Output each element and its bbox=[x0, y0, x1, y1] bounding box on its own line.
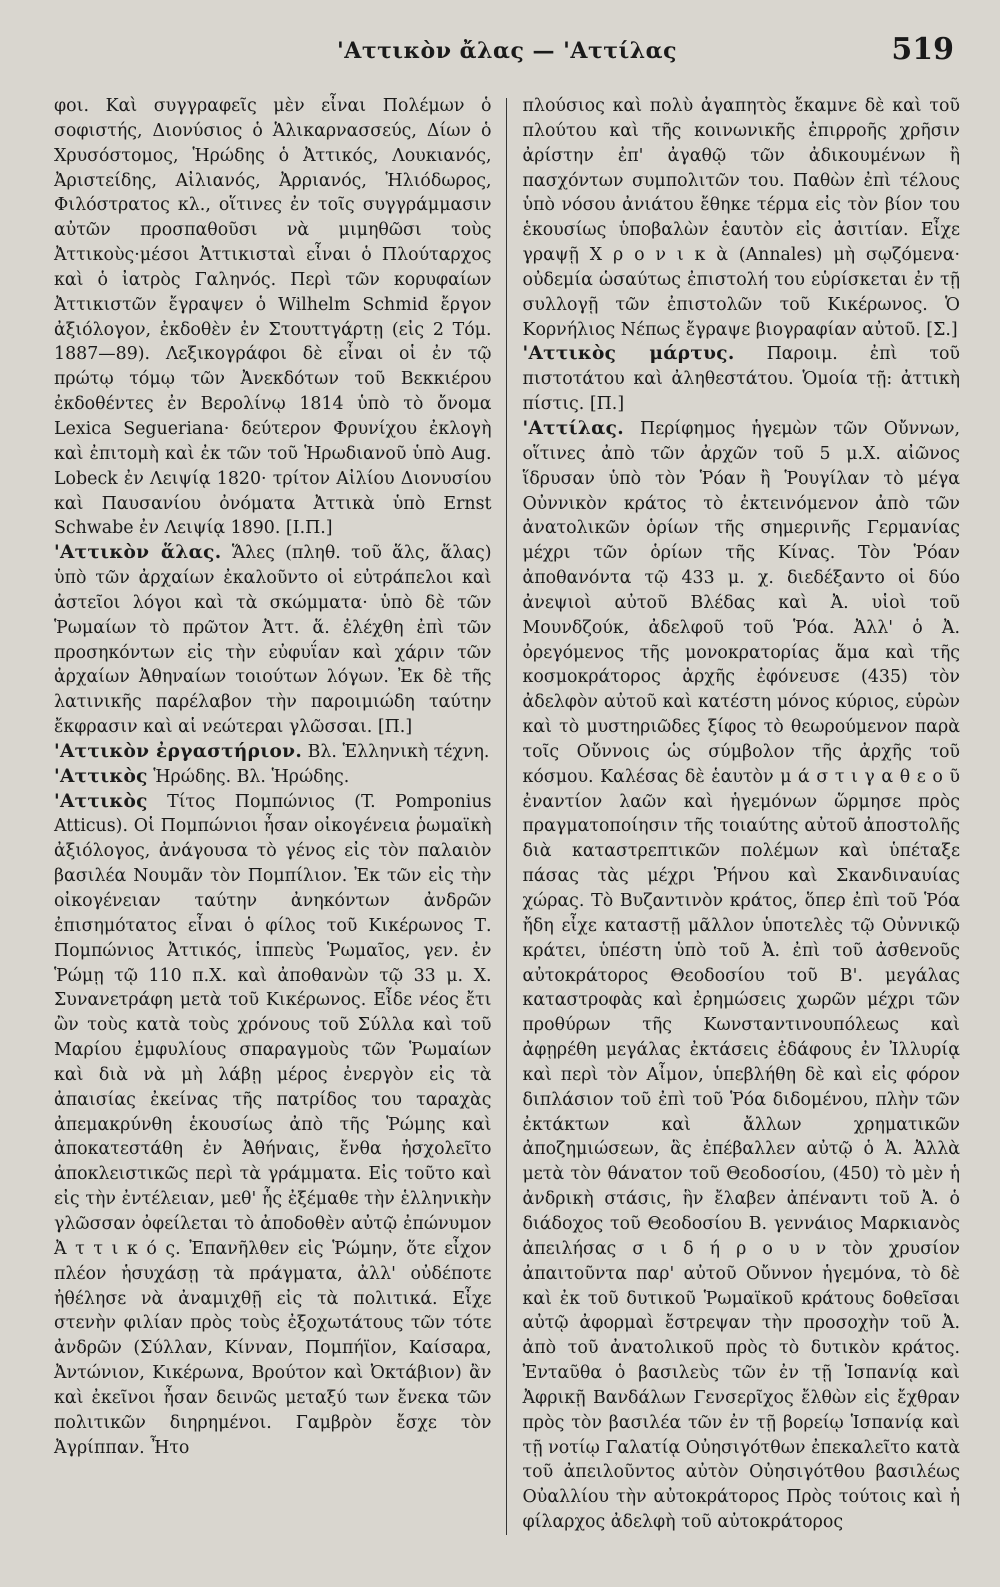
entry bbox=[54, 94, 492, 541]
text-columns bbox=[54, 94, 960, 1535]
entry-lemma: 'Αττικὸς bbox=[54, 790, 148, 812]
entry-lemma: 'Αττικὸν ἅλας. bbox=[54, 542, 222, 564]
entry bbox=[523, 94, 961, 342]
entry-lemma: 'Αττίλας. bbox=[522, 417, 624, 439]
entry-text: Παροιμ. ἐπὶ τοῦ πιστοτάτου καὶ ἀληθεστάτου. Ὁμοία τῇ: ἀττικὴ πίστις. [Π.] bbox=[522, 344, 960, 415]
entry-text: Ἡρώδης. Βλ. Ἡρώδης. bbox=[153, 766, 350, 787]
entry bbox=[54, 765, 492, 790]
entry-lemma: 'Αττικὸν ἐργαστήριον. bbox=[54, 740, 303, 762]
entry bbox=[523, 417, 961, 1535]
entry-text: Τίτος Πομπώνιος (T. Pomponius Atticus). Οἱ Πομπώνιοι ἦσαν οἰκογένεια ῥωμαϊκὴ ἀξιόλογος, ἀνάγουσα τὸ γένος εἰς τὸν παλαιὸν βασιλέα Νουμᾶν τὸν Πομπίλιον. Ἐκ τῶν εἰς τὴν οἰκογένειαν ταύτην ἀνηκόντων ἀνδρῶν ἐπισημότατος εἶναι ὁ φίλος τοῦ Κικέρωνος Τ. Πομπώνιος Ἀττικός, ἱππεὺς Ῥωμαῖος, γεν. ἐν Ῥώμῃ τῷ 110 π.Χ. καὶ ἀποθανὼν τῷ 33 μ. Χ. Συνανετράφη μετὰ τοῦ Κικέρωνος. Εἶδε νέος ἔτι ὢν τοὺς κατὰ τοὺς χρόνους τοῦ Σύλλα καὶ τοῦ Μαρίου ἐμφυλίους σπαραγμοὺς τῶν Ῥωμαίων καὶ διὰ νὰ μὴ λάβῃ μέρος ἐνεργὸν εἰς τὰ ἀπαισίας ἐκείνας τῆς πατρίδος του ταραχὰς ἀπεμακρύνθη ἑκουσίως ἀπὸ τῆς Ῥώμης καὶ ἀποκατεστάθη ἐν Ἀθήναις, ἔνθα ἠσχολεῖτο ἀποκλειστικῶς περὶ τὰ γράμματα. Εἰς τοῦτο καὶ εἰς τὴν ἐντέλειαν, μεθ' ἧς ἐξέμαθε τὴν ἑλληνικὴν γλῶσσαν ὀφείλεται τὸ ἀποδοθὲν αὐτῷ ἐπώνυμον Ἀ τ τ ι κ ό ς. Ἐπανῆλθεν εἰς Ῥώμην, ὅτε εἶχον πλέον ἡσυχάσῃ τὰ πράγματα, ἀλλ' οὐδέποτε ἠθέλησε νὰ ἀναμιχθῇ εἰς τὰ πολιτικά. Εἶχε στενὴν φιλίαν πρὸς τοὺς ἐξοχωτάτους τῶν τότε ἀνδρῶν (Σύλλαν, Κίνναν, Πομπήϊον, Καίσαρα, Ἀντώνιον, Κικέρωνα, Βρούτον καὶ Ὀκτάβιον) ἂν καὶ ἐκεῖνοι ἦσαν δεινῶς μεταξύ των ἔνεκα τῶν πολιτικῶν διηρημένοι. Γαμβρὸν ἔσχε τὸν Ἀγρίππαν. Ἦτο bbox=[54, 791, 492, 1458]
entry bbox=[54, 740, 492, 765]
page-title: 'Αττικὸν ἄλας — 'Αττίλας bbox=[337, 38, 677, 64]
left-column bbox=[54, 94, 506, 1535]
entry bbox=[54, 541, 492, 740]
entry-text: Περίφημος ἡγεμὼν τῶν Οὔννων, οἵτινες ἀπὸ τῶν ἀρχῶν τοῦ 5 μ.Χ. αἰῶνος ἵδρυσαν ὑπὸ τὸν Ῥόαν ἢ Ῥουγίλαν τὸ μέγα Οὐννικὸν κράτος τὸ ἐκτεινόμενον ἀπὸ τῶν ἀνατολικῶν ὁρίων τῆς σημερινῆς Γερμανίας μέχρι τῶν ὁρίων τῆς Κίνας. Τὸν Ῥόαν ἀποθανόντα τῷ 433 μ. χ. διεδέξαντο οἱ δύο ἀνεψιοὶ αὐτοῦ Βλέδας καὶ Ἀ. υἱοὶ τοῦ Μουνδζούκ, ἀδελφοῦ τοῦ Ῥόα. Ἀλλ' ὁ Ἀ. ὀρεγόμενος τῆς μονοκρατορίας ἅμα καὶ τῆς κοσμοκράτορος ἀρχῆς ἐφόνευσε (435) τὸν ἀδελφὸν αὐτοῦ καὶ κατέστη μόνος κύριος, εὑρὼν καὶ τὸ μυστηριῶδες ξίφος τὸ θεωρούμενον παρὰ τοῖς Οὔννοις ὡς σύμβολον τῆς ἀρχῆς τοῦ κόσμου. Καλέσας δὲ ἑαυτὸν μ ά σ τ ι γ α θ ε ο ῦ ἐναντίον λαῶν καὶ ἡγεμόνων ὥρμησε πρὸς πραγματοποίησιν τῆς τοιαύτης αὐτοῦ ἀποστολῆς διὰ καταστρεπτικῶν πολέμων καὶ ὑπέταξε πάσας τὰς μέχρι Ῥήνου καὶ Σκανδιναυίας χώρας. Τὸ Βυζαντινὸν κράτος, ὅπερ ἐπὶ τοῦ Ῥόα ἤδη εἶχε καταστῇ μᾶλλον ὑποτελὲς τῷ Οὐννικῷ κράτει, ὑπέστη ὑπὸ τοῦ Ἀ. ἐπὶ τοῦ ἀσθενοῦς αὐτοκράτορος Θεοδοσίου τοῦ Β'. μεγάλας καταστροφὰς καὶ ἐρημώσεις χωρῶν μέχρι τῶν προθύρων τῆς Κωνσταντινουπόλεως καὶ ἀφῃρέθη μεγάλας ἐκτάσεις ἐδάφους ἐν Ἰλλυρίᾳ καὶ περὶ τὸν Αἶμον, ὑπεβλήθη δὲ καὶ εἰς φόρον διπλάσιον τοῦ ἐπὶ τοῦ Ῥόα διδομένου, πλὴν τῶν ἐκτάκτων καὶ ἄλλων χρηματικῶν ἀποζημιώσεων, ἃς ἐπέβαλλεν αὐτῷ ὁ Ἀ. Ἀλλὰ μετὰ τὸν θάνατον τοῦ Θεοδοσίου, (450) τὸ μὲν ἡ ἀνδρικὴ στάσις, ἣν ἔλαβεν ἀπέναντι τοῦ Ἀ. ὁ διάδοχος τοῦ Θεοδοσίου Β. γεννάιος Μαρκιανὸς ἀπειλήσας σ ι δ ή ρ ο υ ν τὸν χρυσίον ἀπαιτοῦντα παρ' αὐτοῦ Οὔννον ἡγεμόνα, τὸ δὲ καὶ ἐκ τοῦ δυτικοῦ Ῥωμαϊκοῦ κράτους δοθεῖσαι αὐτῷ ἀφορμαὶ ἔστρεψαν τὴν προσοχὴν τοῦ Ἀ. ἀπὸ τοῦ ἀνατολικοῦ πρὸς τὸ δυτικὸν κράτος. Ἐνταῦθα ὁ βασιλεὺς τῶν ἐν τῇ Ἱσπανίᾳ καὶ Ἀφρικῇ Βανδάλων Γενσερῖχος ἔλθὼν εἰς ἔχθραν πρὸς τὸν βασιλέα τῶν ἐν τῇ βορείῳ Ἱσπανίᾳ καὶ τῇ νοτίῳ Γαλατίᾳ Οὐησιγότθων ἐπεκαλεῖτο κατὰ τοῦ ἀπειλοῦντος αὐτὸν Οὐησιγότθου βασιλέως Οὐαλλίου τὴν αὐτοκράτορος Πρὸς τούτοις καὶ ἡ φίλαρχος ἀδελφὴ τοῦ αὐτοκράτορος bbox=[522, 418, 960, 1533]
entry-lemma: 'Αττικὸς bbox=[54, 765, 148, 787]
right-column bbox=[507, 94, 961, 1535]
entry-text: πλούσιος καὶ πολὺ ἀγαπητὸς ἔκαμνε δὲ καὶ τοῦ πλούτου καὶ τῆς κοινωνικῆς ἐπιρροῆς χρῆσιν ἀρίστην ἐπ' ἀγαθῷ τῶν ἀδικουμένων ἢ πασχόντων συμπολιτῶν του. Παθὼν ἐπὶ τέλους ὑπὸ νόσου ἀνιάτου ἔθηκε τέρμα εἰς τὸν βίον του ἑκουσίως ὑποβαλὼν ἑαυτὸν εἰς ἀσιτίαν. Εἶχε γραψῇ Χ ρ ο ν ι κ ὰ (Annales) μὴ σῳζόμενα· οὐδεμία ὡσαύτως ἐπιστολή του εὑρίσκεται ἐν τῇ συλλογῇ τῶν ἐπιστολῶν τοῦ Κικέρωνος. Ὁ Κορνήλιος Νέπως ἔγραψε βιογραφίαν αὐτοῦ. [Σ.] bbox=[522, 96, 960, 340]
page-number: 519 bbox=[891, 32, 954, 67]
entry bbox=[54, 790, 492, 1461]
entry-lemma: 'Αττικὸς μάρτυς. bbox=[522, 343, 735, 365]
entry-text: φοι. Καὶ συγγραφεῖς μὲν εἶναι Πολέμων ὁ σοφιστής, Διονύσιος ὁ Ἁλικαρνασσεύς, Δίων ὁ Χρυσόστομος, Ἡρώδης ὁ Ἀττικός, Λουκιανός, Ἀριστείδης, Αἰλιανός, Ἀρριανός, Ἡλιόδωρος, Φιλόστρατος κλ., οἵτινες ἐν τοῖς συγγράμμασιν αὐτῶν προσπαθοῦσι νὰ μιμηθῶσι τοὺς Ἀττικοὺς·μέσοι Ἀττικισταὶ εἶναι ὁ Πλούταρχος καὶ ὁ ἰατρὸς Γαληνός. Περὶ τῶν κορυφαίων Ἀττικιστῶν ἔγραψεν ὁ Wilhelm Schmid ἔργον ἀξιόλογον, ἐκδοθὲν ἐν Στουττγάρτῃ (εἰς 2 Τόμ. 1887—89). Λεξικογράφοι δὲ εἶναι οἱ ἐν τῷ πρώτῳ τόμῳ τῶν Ἀνεκδότων τοῦ Βεκκιέρου ἐκδοθέντες ἐν Βερολίνῳ 1814 ὑπὸ τὸ ὄνομα Lexica Segueriana· δεύτερον Φρυνίχου ἐκλογὴ καὶ ἐπιτομὴ καὶ ἐκ τῶν τοῦ Ἡρωδιανοῦ ὑπὸ Aug. Lobeck ἐν Λειψίᾳ 1820· τρίτον Αἰλίου Διονυσίου καὶ Παυσανίου ὀνόματα Ἀττικὰ ὑπὸ Ernst Schwabe ἐν Λειψίᾳ 1890. [Ι.Π.] bbox=[54, 96, 492, 539]
entry-text: Ἅλες (πληθ. τοῦ ἅλς, ἅλας) ὑπὸ τῶν ἀρχαίων ἐκαλοῦντο οἱ εὐτράπελοι καὶ ἀστεῖοι λόγοι καὶ τὰ σκώμματα· ὑπὸ δὲ τῶν Ῥωμαίων τὸ πρῶτον Ἀττ. ἅ. ἐλέχθη ἐπὶ τῶν προσηκόντων εἰς τὴν εὐφυΐαν καὶ χάριν τῶν ἀρχαίων Ἀθηναίων τοιούτων λόγων. Ἐκ δὲ τῆς λατινικῆς παρέλαβον τὴν παροιμιώδη ταύτην ἔκφρασιν καὶ αἱ νεώτεραι γλῶσσαι. [Π.] bbox=[54, 543, 492, 738]
entry-text: Βλ. Ἑλληνικὴ τέχνη. bbox=[307, 741, 490, 762]
running-head bbox=[54, 28, 960, 72]
entry bbox=[523, 342, 961, 417]
